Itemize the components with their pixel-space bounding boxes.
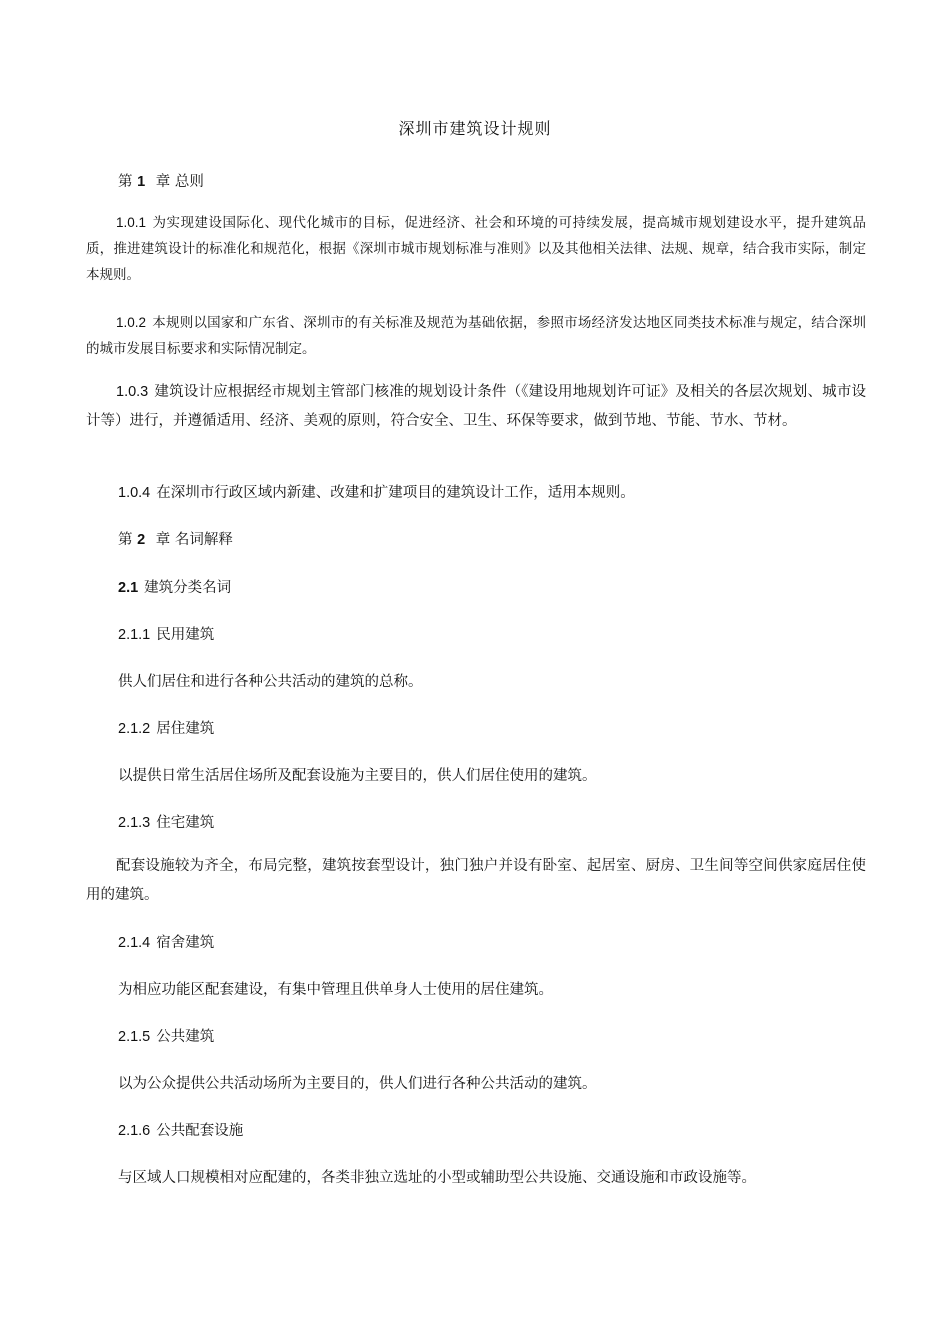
- term-2-1-5-heading: [118, 1025, 214, 1046]
- term-2-1-1-heading: [118, 623, 214, 644]
- term-2-1-6-heading: [118, 1119, 243, 1140]
- term-number: 2.1.4: [118, 935, 151, 951]
- term-title: 民用建筑: [156, 627, 215, 643]
- clause-number: 1.0.3: [116, 384, 149, 400]
- clause-text: 为实现建设国际化、现代化城市的目标，促进经济、社会和环境的可持续发展，提高城市规划建设水平，提升建筑品质，推进建筑设计的标准化和规范化，根据《深圳市城市规划标准与准则》以及其他相关法律、法规、规章，结合我市实际，制定本规则。: [86, 215, 866, 283]
- term-number: 2.1.6: [118, 1123, 151, 1139]
- chapter-prefix: 第: [118, 532, 133, 548]
- chapter-number: 1: [137, 174, 146, 190]
- term-number: 2.1.5: [118, 1029, 151, 1045]
- clause-number: 1.0.1: [116, 215, 147, 230]
- clause-1-0-2: [86, 310, 866, 362]
- section-number: 2.1: [118, 580, 139, 596]
- term-title: 居住建筑: [156, 721, 215, 737]
- clause-number: 1.0.4: [118, 485, 151, 501]
- clause-text: 本规则以国家和广东省、深圳市的有关标准及规范为基础依据，参照市场经济发达地区同类技术标准与规定，结合深圳的城市发展目标要求和实际情况制定。: [86, 315, 866, 357]
- chapter-prefix: 第: [118, 174, 133, 190]
- term-2-1-3-heading: [118, 811, 214, 832]
- clause-1-0-4: [118, 481, 635, 502]
- chapter-title: 章 总则: [155, 174, 204, 190]
- term-2-1-2-heading: [118, 717, 214, 738]
- chapter-title: 章 名词解释: [155, 532, 233, 548]
- chapter-1-heading: [118, 170, 204, 191]
- term-title: 公共配套设施: [156, 1123, 244, 1139]
- term-2-1-4-heading: [118, 931, 214, 952]
- chapter-2-heading: [118, 528, 233, 549]
- term-2-1-4-definition: 为相应功能区配套建设，有集中管理且供单身人士使用的居住建筑。: [118, 982, 553, 998]
- clause-text: 在深圳市行政区域内新建、改建和扩建项目的建筑设计工作，适用本规则。: [156, 485, 635, 501]
- term-title: 宿舍建筑: [156, 935, 215, 951]
- term-number: 2.1.1: [118, 627, 151, 643]
- term-title: 公共建筑: [156, 1029, 215, 1045]
- term-2-1-5-definition: 以为公众提供公共活动场所为主要目的，供人们进行各种公共活动的建筑。: [118, 1076, 597, 1092]
- section-2-1-heading: [118, 576, 231, 597]
- term-title: 住宅建筑: [156, 815, 215, 831]
- term-number: 2.1.2: [118, 721, 151, 737]
- clause-1-0-3: [86, 378, 866, 436]
- term-number: 2.1.3: [118, 815, 151, 831]
- document-title: 深圳市建筑设计规则: [398, 119, 552, 138]
- clause-1-0-1: [86, 210, 866, 288]
- term-2-1-2-definition: 以提供日常生活居住场所及配套设施为主要目的，供人们居住使用的建筑。: [118, 768, 597, 784]
- term-2-1-3-definition: 配套设施较为齐全，布局完整，建筑按套型设计，独门独户并设有卧室、起居室、厨房、卫生间等空间供家庭居住使用的建筑。: [86, 858, 866, 903]
- term-2-1-6-definition: 与区域人口规模相对应配建的，各类非独立选址的小型或辅助型公共设施、交通设施和市政设施等。: [118, 1170, 756, 1186]
- term-2-1-1-definition: 供人们居住和进行各种公共活动的建筑的总称。: [118, 674, 423, 690]
- chapter-number: 2: [137, 532, 146, 548]
- clause-text: 建筑设计应根据经市规划主管部门核准的规划设计条件（《建设用地规划许可证》及相关的各层次规划、城市设计等）进行，并遵循适用、经济、美观的原则，符合安全、卫生、环保等要求，做到节地、节能、节水、节材。: [86, 384, 866, 429]
- section-title: 建筑分类名词: [144, 580, 232, 596]
- clause-number: 1.0.2: [116, 315, 147, 330]
